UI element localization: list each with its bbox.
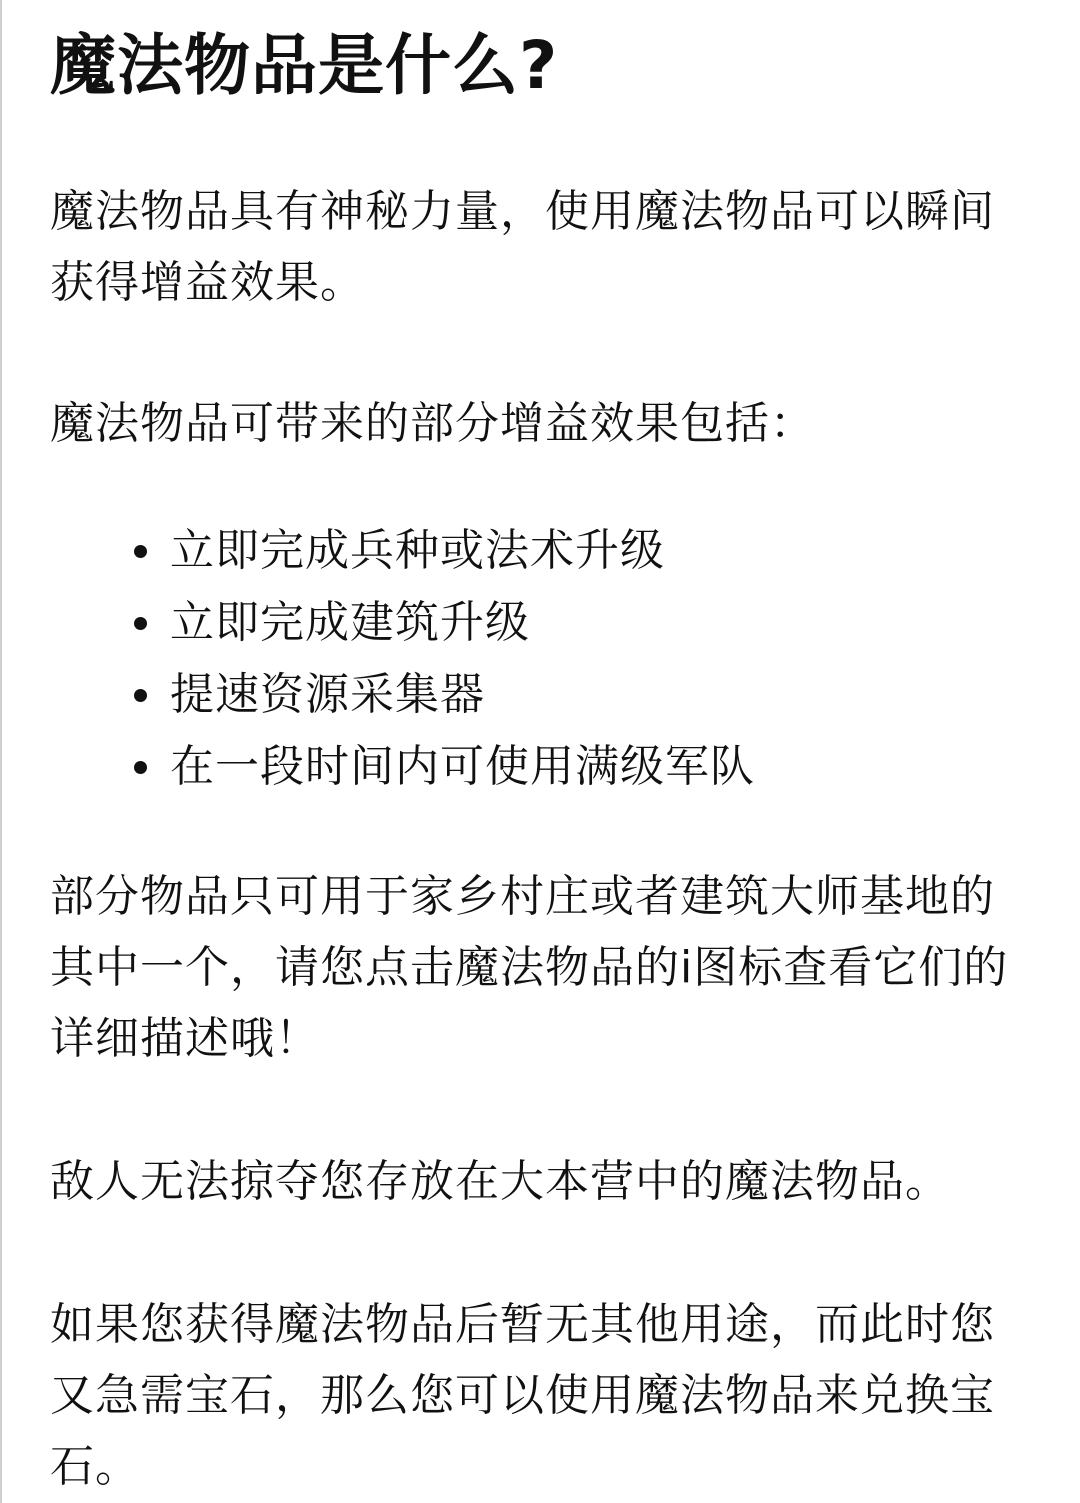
page-left-border	[0, 0, 2, 1503]
list-item-text: 提速资源采集器	[170, 669, 485, 720]
loot-note-paragraph: 敌人无法掠夺您存放在大本营中的魔法物品。	[50, 1156, 950, 1207]
page-title: 魔法物品是什么?	[50, 27, 559, 104]
bullet-icon	[134, 761, 147, 774]
list-item	[134, 659, 1040, 731]
list-item-text: 立即完成兵种或法术升级	[170, 525, 665, 576]
exchange-note-paragraph: 如果您获得魔法物品后暂无其他用途，而此时您又急需宝石，那么您可以使用魔法物品来兑换宝石。	[50, 1299, 995, 1492]
list-item	[134, 515, 1040, 587]
list-item-text: 立即完成建筑升级	[170, 597, 530, 648]
list-item	[134, 731, 1040, 803]
list-item-text: 在一段时间内可使用满级军队	[170, 741, 755, 792]
usage-note-paragraph: 部分物品只可用于家乡村庄或者建筑大师基地的其中一个，请您点击魔法物品的i图标查看它们的详细描述哦！	[50, 871, 1009, 1064]
intro-paragraph: 魔法物品具有神秘力量，使用魔法物品可以瞬间获得增益效果。	[50, 186, 995, 308]
effects-list	[50, 515, 1040, 803]
list-item	[134, 587, 1040, 659]
bullet-icon	[134, 545, 147, 558]
bullet-icon	[134, 617, 147, 630]
article-content	[50, 0, 1040, 1502]
effects-lead-paragraph: 魔法物品可带来的部分增益效果包括：	[50, 398, 815, 449]
bullet-icon	[134, 689, 147, 702]
